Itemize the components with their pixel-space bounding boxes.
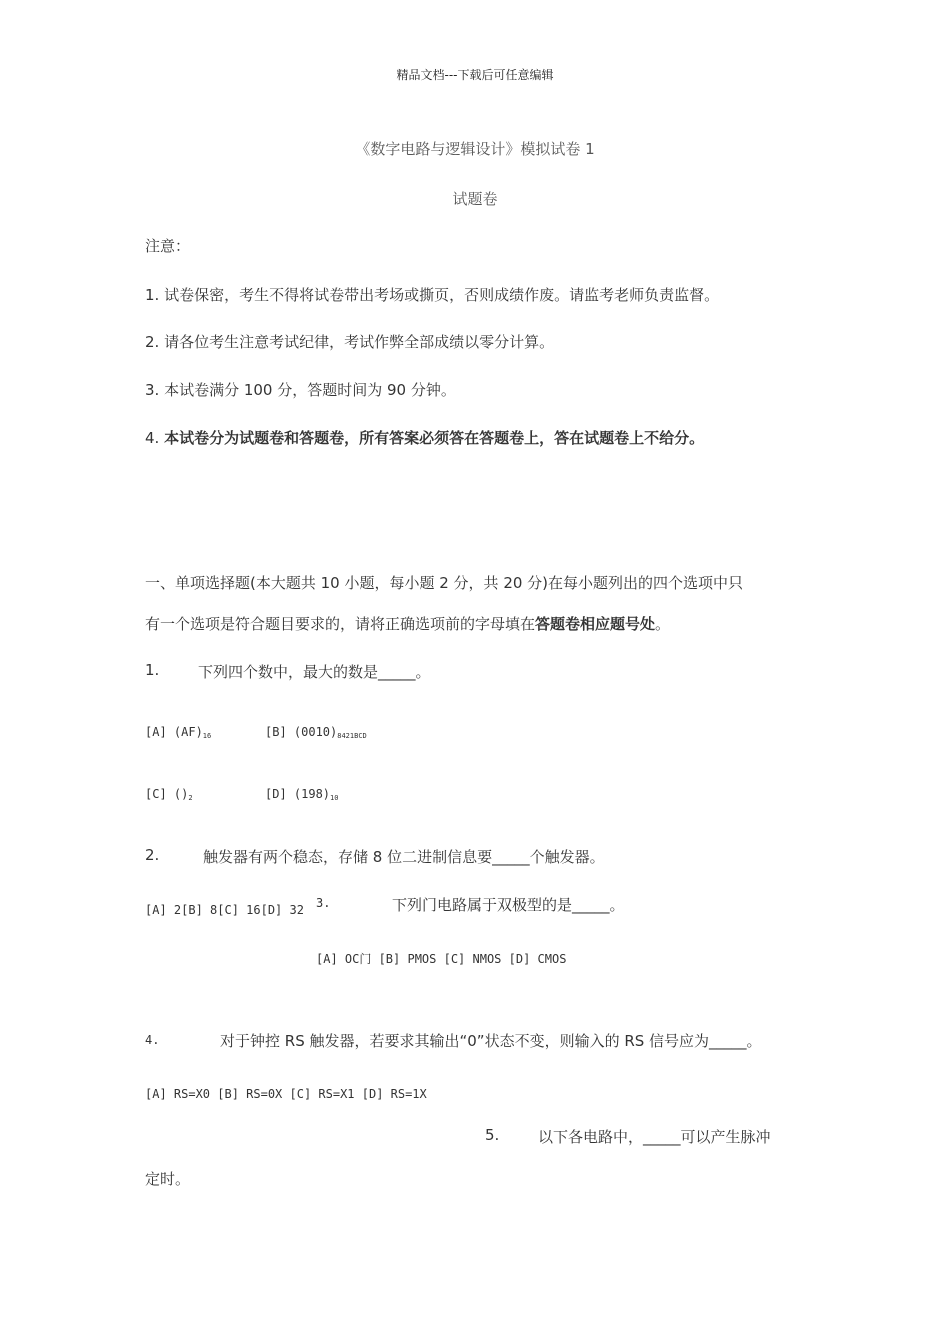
q1-option-d (265, 787, 338, 802)
q1-option-b-text: [B] (0010) (265, 725, 338, 739)
exam-subtitle: 试题卷 (452, 190, 498, 208)
q1-option-c-base: 2 (188, 794, 193, 802)
section-1-line-1: 一、单项选择题(本大题共 10 小题，每小题 2 分，共 20 分)在每小题列出的四个选项中只 (145, 574, 744, 592)
q1-option-d-base: 10 (330, 794, 339, 802)
q2-options: [A] 2[B] 8[C] 16[D] 32 (145, 903, 304, 917)
q4-number: 4. (145, 1033, 160, 1047)
q3-options: [A] OC门 [B] PMOS [C] NMOS [D] CMOS (316, 952, 567, 966)
section-1-line-2-end: 。 (655, 615, 671, 633)
q1-option-a-base: 16 (202, 732, 212, 740)
exam-title: 《数字电路与逻辑设计》模拟试卷 1 (355, 140, 595, 158)
notice-item-1: 1. 试卷保密，考生不得将试卷带出考场或撕页，否则成绩作废。请监考老师负责监督。 (145, 286, 720, 304)
notice-item-4-prefix: 4. (145, 429, 165, 447)
q1-option-b (265, 725, 367, 740)
q3-number: 3. (316, 896, 331, 910)
q1-option-c-text: [C] () (145, 787, 189, 801)
q4-text: 对于钟控 RS 触发器，若要求其输出“0”状态不变，则输入的 RS 信号应为_____。 (220, 1032, 762, 1050)
q4-options: [A] RS=X0 [B] RS=0X [C] RS=X1 [D] RS=1X (145, 1087, 427, 1101)
section-1-line-2-bold: 答题卷相应题号处 (535, 615, 656, 633)
q1-option-a (145, 725, 211, 740)
notice-item-4 (145, 427, 704, 448)
q5-number: 5. (485, 1126, 500, 1144)
page-header: 精品文档---下载后可任意编辑 (396, 68, 554, 82)
q1-option-b-base: 8421BCD (337, 732, 367, 740)
section-1-line-2 (145, 613, 670, 634)
q5-text: 以下各电路中，_____可以产生脉冲 (538, 1128, 771, 1146)
q2-number: 2. (145, 846, 160, 864)
notice-item-2: 2. 请各位考生注意考试纪律，考试作弊全部成绩以零分计算。 (145, 333, 555, 351)
q3-text: 下列门电路属于双极型的是_____。 (392, 896, 625, 914)
q1-text: 下列四个数中，最大的数是_____。 (198, 663, 431, 681)
notice-heading: 注意： (145, 237, 191, 255)
notice-item-4-bold: 本试卷分为试题卷和答题卷，所有答案必须答在答题卷上，答在试题卷上不给分。 (164, 429, 705, 447)
q1-option-c (145, 787, 193, 802)
q1-option-d-text: [D] (198) (265, 787, 331, 801)
section-1-line-2-text: 有一个选项是符合题目要求的，请将正确选项前的字母填在 (145, 615, 536, 633)
q1-number: 1. (145, 661, 160, 679)
q5-text-continued: 定时。 (145, 1170, 191, 1188)
notice-item-3: 3. 本试卷满分 100 分，答题时间为 90 分钟。 (145, 381, 456, 399)
q1-option-a-text: [A] (AF) (145, 725, 203, 739)
q2-text: 触发器有两个稳态，存储 8 位二进制信息要_____个触发器。 (203, 848, 605, 866)
